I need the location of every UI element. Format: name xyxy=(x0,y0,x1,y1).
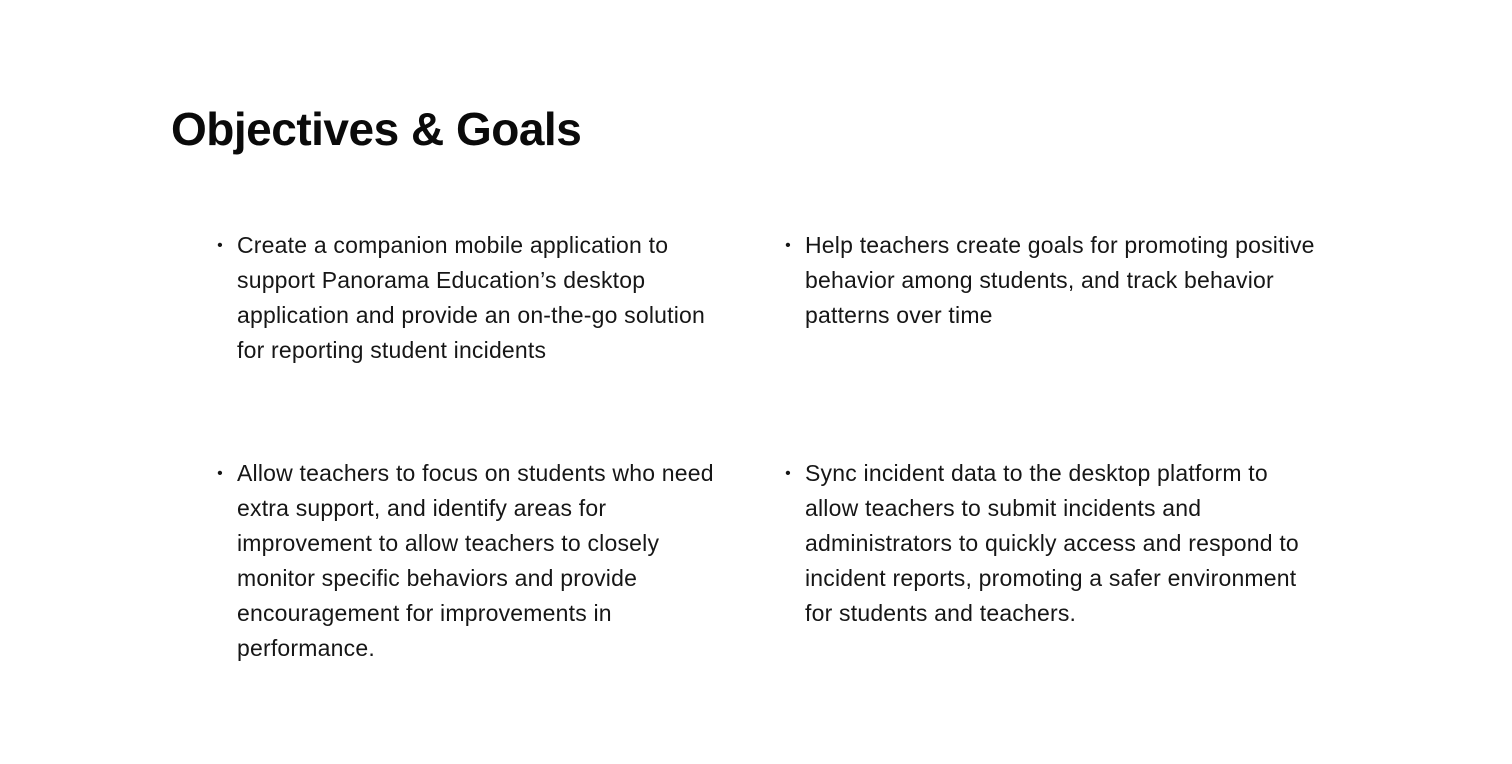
goal-text: Sync incident data to the desktop platform to allow teachers to submit incidents and administrators to quickly access and respond to incident reports, promoting a safer environment for students and teachers. xyxy=(805,460,1299,626)
goal-item-sync-incidents xyxy=(783,456,1323,631)
goal-item-positive-behavior xyxy=(783,228,1323,333)
bullet-icon: • xyxy=(785,465,791,482)
goal-item-companion-app xyxy=(215,228,715,368)
goal-list-bottom-left xyxy=(215,456,715,666)
goal-list-top-left xyxy=(215,228,715,368)
goal-item-extra-support xyxy=(215,456,715,666)
bullet-icon: • xyxy=(217,465,223,482)
goal-list-bottom-right xyxy=(783,456,1323,631)
page-title: Objectives & Goals xyxy=(171,103,582,155)
goal-list-top-right xyxy=(783,228,1323,333)
goal-text: Help teachers create goals for promoting positive behavior among students, and track behavior patterns over time xyxy=(805,232,1315,328)
goal-text: Create a companion mobile application to support Panorama Education’s desktop application and provide an on-the-go solution for reporting student incidents xyxy=(237,232,706,363)
goal-text: Allow teachers to focus on students who need extra support, and identify areas for improvement to allow teachers to closely monitor specific behaviors and provide encouragement for improvements in performance. xyxy=(237,460,714,661)
bullet-icon: • xyxy=(217,237,223,254)
bullet-icon: • xyxy=(785,237,791,254)
